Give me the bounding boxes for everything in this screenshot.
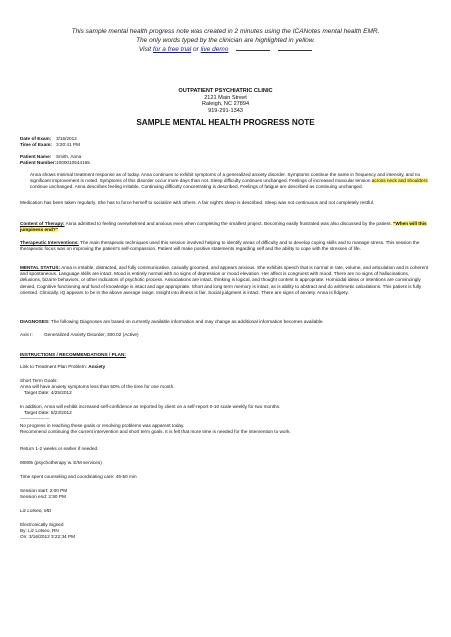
axis-value: Generalized Anxiety Disorder, 300.02 (Active): [44, 332, 139, 337]
page-title: SAMPLE MENTAL HEALTH PROGRESS NOTE: [136, 118, 315, 127]
goal-2: In addition, Anna will exhibit increased self-confidence as reported by client on a self-report 0-10 scale weekly for two months.: [20, 404, 281, 409]
blank-line: [236, 45, 270, 51]
content-of-therapy-text: Anna admitted to feeling overwhelmed and anxious even when completing the smallest project. Becoming easily frustrated was also discussed by the patient.: [65, 221, 392, 226]
mental-status-text: Anna is irritable, distracted, and fully communicative, casually groomed, and appears anxious. She exhibits speech that is normal in rate, volume, and articulation and is coherent and spontaneous. Language skills are intact. Mood is entirely normal with no signs of depression or mood elevation. Her affect is congruent with mood. There are no signs of hallucinations, delusions, bizarre behaviors, or other indicators of psychotic process. Associations are intact, thinking is logical, and thought content is appropriate. Homicidal ideas or intentions are convincingly denied. Cognitive functioning and fund of knowledge is intact and age appropriate. Short and long term memory is intact, as is ability to abstract and do arithmetic calculations. This patient is fully oriented. Clinically, IQ appears to be in the above average range. Insight into illness is fair. Social judgment is intact. There are signs of anxiety. Anna is fidgety.: [20, 265, 429, 295]
signature-name: Liz Lotseo, MD: [20, 508, 52, 513]
signed-label: Electronically Signed: [20, 522, 64, 527]
time-value: 3:20:41 PM: [56, 142, 80, 148]
cpt-text: 90805 (psychotherapy w. E/M services): [20, 460, 102, 465]
summary-text-1: Anna shows minimal treatment response as of today. Anna continues to exhibit symptoms of a generalized anxiety disorder. Symptoms continue the same in frequency and intensity, and no significant improvement is noted. Symptoms of this disorder occur more days than not. Sleep difficulty continues unchanged. Feelings of increased muscular tension: [30, 172, 421, 184]
separator-line: -------------------: [20, 416, 50, 422]
date-value: 3/16/2012: [56, 136, 77, 141]
therapeutic-interventions-label: Therapeutic Interventions:: [20, 240, 79, 245]
content-of-therapy-highlight: "When will this jumpiness end?": [20, 221, 427, 233]
treatment-plan-link-row: [20, 364, 430, 370]
clinic-street: 2121 Main Street: [204, 94, 247, 101]
treatment-plan-problem: Anxiety: [88, 364, 106, 369]
clinic-name: OUTPATIENT PSYCHIATRIC CLINIC: [178, 88, 273, 94]
goal-1: Anna will have anxiety symptoms less than 50% of the time for one month.: [20, 384, 175, 390]
summary-text-2: continue unchanged. Anna describes feeling irritable. Continuing difficulty concentrating is described. Feelings of fatigue are described as continuing unchanged.: [30, 184, 363, 190]
content-of-therapy-section: [20, 221, 430, 233]
therapeutic-interventions-section: [20, 240, 430, 252]
banner: [0, 28, 451, 55]
summary-paragraph: [20, 172, 430, 191]
patient-name-value: Smith, Anna: [56, 154, 82, 159]
date-label: Date of Exam:: [20, 136, 52, 141]
patient-number-value: 1000010544165: [56, 160, 90, 166]
therapeutic-interventions-text: The main therapeutic techniques used this session involved helping to identify areas of difficulty and to develop coping skills and to manage stress. This session the therapeutic focus was on improving the patient's self-compassion. Patient will make positive statements regarding self and the ability to cope with the stresses of life.: [20, 240, 420, 252]
exam-info: [20, 136, 430, 148]
diagnoses-label: DIAGNOSES:: [20, 319, 50, 324]
treatment-plan-label: Link to Treatment Plan Problem:: [20, 364, 87, 369]
goal-1-target: Target Date: 4/25/2012: [24, 390, 72, 396]
short-term-goals: [20, 378, 430, 397]
blank-line: [278, 45, 312, 51]
banner-line-3: [0, 45, 451, 55]
summary-highlight: across neck and shoulders: [371, 178, 428, 184]
electronic-signature: [20, 522, 430, 541]
mental-status-section: [20, 265, 430, 296]
live-demo-link[interactable]: live demo: [200, 46, 229, 53]
visit-text: Visit: [138, 46, 152, 53]
content-of-therapy-label: Content of Therapy:: [20, 221, 65, 226]
stg-heading: Short Term Goals:: [20, 378, 58, 383]
session-end: Session end: 2:50 PM: [20, 494, 66, 500]
clinic-city: Raleigh, NC 27894: [201, 101, 250, 108]
session-times: [20, 488, 430, 500]
axis-row: [20, 332, 430, 338]
session-start: Session start: 2:00 PM: [20, 488, 68, 493]
or-text: or: [193, 46, 199, 53]
banner-line-1: This sample mental health progress note was created in 2 minutes using the ICANotes mental health EMR.: [71, 28, 380, 35]
free-trial-link[interactable]: for a free trial: [152, 46, 192, 53]
medication-paragraph: Medication has been taken regularly. She has to force herself to socialize with others. A fair night's sleep is described. Sleep was not continuous and not completely restful.: [20, 200, 375, 205]
axis-label: Axis I:: [20, 332, 33, 337]
diagnoses-text: The following Diagnoses are based on currently available information and may change as additional information becomes available.: [50, 319, 324, 324]
signed-on: On: 3/16/2012 3:22:34 PM: [20, 534, 75, 540]
recommend-text: Recommend continuing the current intervention and short term goals. It is felt that more time is needed for the intervention to work.: [20, 428, 291, 434]
return-text: Return 1-2 weeks or earlier if needed.: [20, 446, 99, 451]
time-spent-text: Time spent counseling and coordinating care: 45-50 min: [20, 474, 137, 479]
goal-2-target: Target Date: 5/23/2012: [24, 410, 72, 416]
signed-by: By: Liz Lotseo, RN: [20, 528, 59, 534]
time-label: Time of Exam:: [20, 142, 52, 148]
banner-line-2: The only words typed by the clinician are highlighted in yellow.: [136, 36, 315, 44]
goal-2-block: [20, 404, 430, 435]
diagnoses-section: [20, 319, 430, 325]
patient-info: [20, 154, 430, 166]
mental-status-label: MENTAL STATUS:: [20, 265, 61, 270]
progress-text: No progress in reaching these goals or resolving problems was apparent today.: [20, 422, 185, 428]
instructions-heading: INSTRUCTIONS / RECOMMENDATIONS / PLAN:: [20, 352, 126, 357]
patient-number-label: Patient Number:: [20, 160, 57, 166]
clinic-header: [0, 88, 451, 114]
patient-name-label: Patient Name:: [20, 154, 52, 159]
clinic-phone: 919-291-1343: [208, 107, 243, 114]
